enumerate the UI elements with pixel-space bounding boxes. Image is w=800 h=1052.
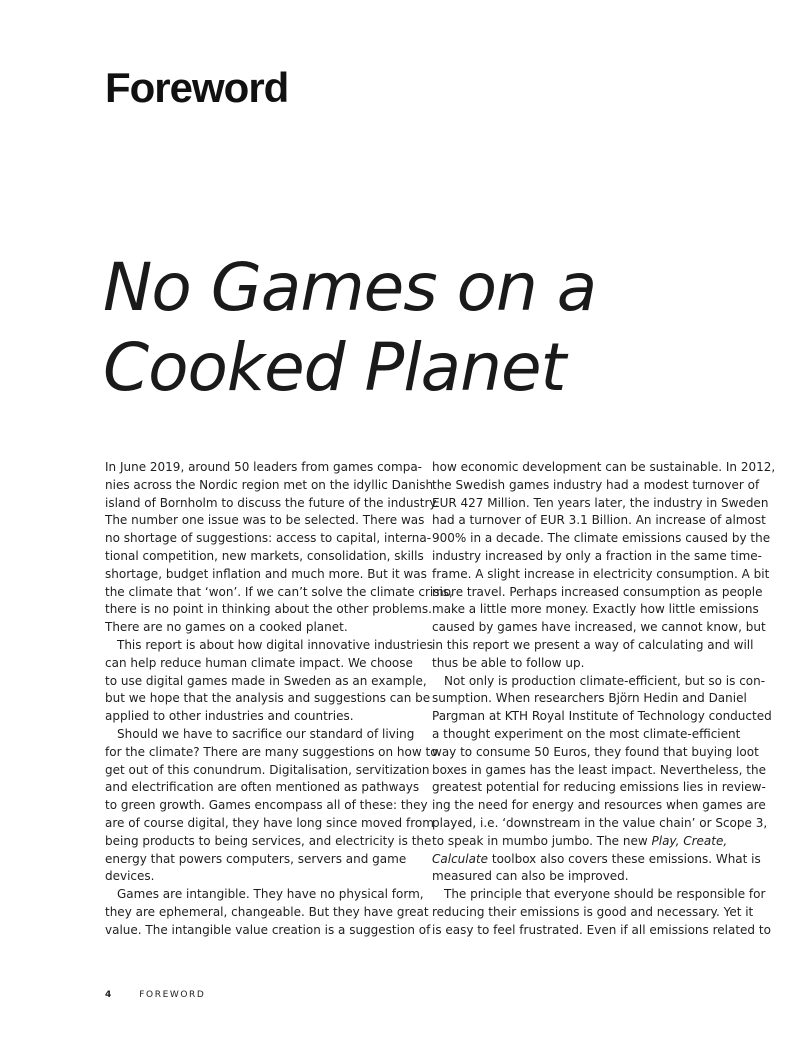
text-line: Pargman at KTH Royal Institute of Technology conducted	[432, 709, 772, 724]
toolbox-name-italic: Play, Create,	[651, 833, 728, 848]
text-line: caused by games have increased, we cannot know, but	[432, 620, 766, 635]
text-line: Should we have to sacrifice our standard of living	[117, 726, 415, 741]
body-columns	[105, 459, 776, 940]
text-line: and electrification are often mentioned as pathways	[105, 780, 420, 795]
text-line: more travel. Perhaps increased consumption as people	[432, 584, 763, 599]
text-line: greatest potential for reducing emissions lies in review-	[432, 780, 766, 795]
title-line: No Games on a	[103, 249, 597, 326]
text-line: can help reduce human climate impact. We choose	[105, 655, 413, 670]
text-line: applied to other industries and countries.	[105, 709, 354, 724]
text-line: tional competition, new markets, consolidation, skills	[105, 548, 424, 563]
text-line: industry increased by only a fraction in the same time-	[432, 548, 762, 563]
running-section-label: FOREWORD	[139, 990, 206, 1000]
text-line: frame. A slight increase in electricity consumption. A bit	[432, 566, 770, 581]
text-line: thus be able to follow up.	[432, 655, 585, 670]
column-left	[105, 459, 453, 940]
text-line: played, i.e. ‘downstream in the value chain’ or Scope 3,	[432, 815, 768, 830]
text-segment: to speak in mumbo jumbo. The new	[432, 833, 652, 848]
text-line: there is no point in thinking about the other problems.	[105, 602, 432, 617]
text-line: island of Bornholm to discuss the future of the industry.	[105, 495, 439, 510]
text-line: is easy to feel frustrated. Even if all emissions related to	[432, 922, 771, 937]
text-line: the climate that ‘won’. If we can’t solve the climate crisis,	[105, 584, 453, 599]
text-line: The number one issue was to be selected. There was	[105, 513, 425, 528]
text-line: EUR 427 Million. Ten years later, the industry in Sweden	[432, 495, 769, 510]
text-line: sumption. When researchers Björn Hedin and Daniel	[432, 691, 747, 706]
text-line: make a little more money. Exactly how little emissions	[432, 602, 759, 617]
text-line: way to consume 50 Euros, they found that buying loot	[432, 744, 759, 759]
text-line: to green growth. Games encompass all of these: they	[105, 798, 428, 813]
text-line: The principle that everyone should be responsible for	[444, 887, 766, 902]
text-line: shortage, budget inflation and much more. But it was	[105, 566, 427, 581]
text-line: There are no games on a cooked planet.	[105, 620, 348, 635]
toolbox-name-italic: Calculate	[432, 851, 489, 866]
text-line: get out of this conundrum. Digitalisation, servitization	[105, 762, 430, 777]
page-number: 4	[105, 990, 112, 1000]
text-line: nies across the Nordic region met on the idyllic Danish	[105, 477, 434, 492]
text-line: are of course digital, they have long since moved from	[105, 815, 434, 830]
text-line: ing the need for energy and resources when games are	[432, 798, 766, 813]
text-segment: toolbox also covers these emissions. What is	[488, 851, 761, 866]
text-line: how economic development can be sustainable. In 2012,	[432, 460, 776, 474]
text-line: they are ephemeral, changeable. But they have great	[105, 904, 429, 919]
text-line: devices.	[105, 869, 155, 884]
text-line: the Swedish games industry had a modest turnover of	[432, 477, 760, 492]
text-line: energy that powers computers, servers and game	[105, 851, 407, 866]
text-line	[432, 833, 737, 851]
text-line: value. The intangible value creation is a suggestion of	[105, 922, 431, 937]
text-line: being products to being services, and electricity is the	[105, 833, 432, 848]
text-line: in this report we present a way of calculating and will	[432, 637, 754, 652]
title-line: Cooked Planet	[103, 329, 566, 406]
text-line: This report is about how digital innovative industries	[117, 637, 434, 652]
text-line: reducing their emissions is good and necessary. Yet it	[432, 904, 754, 919]
text-line: no shortage of suggestions: access to capital, interna-	[105, 531, 432, 546]
text-line	[432, 851, 761, 869]
text-line: a thought experiment on the most climate-efficient	[432, 726, 741, 741]
column-right	[432, 459, 776, 940]
text-line: Games are intangible. They have no physical form,	[117, 887, 424, 902]
text-line: to use digital games made in Sweden as an example,	[105, 673, 427, 688]
text-line: for the climate? There are many suggestions on how to	[105, 744, 438, 759]
article-title	[103, 248, 723, 408]
text-line: had a turnover of EUR 3.1 Billion. An increase of almost	[432, 513, 766, 528]
text-line: boxes in games has the least impact. Nevertheless, the	[432, 762, 766, 777]
text-line: In June 2019, around 50 leaders from games compa-	[105, 460, 423, 474]
page-footer	[105, 990, 205, 1000]
text-line: Not only is production climate-efficient, but so is con-	[444, 673, 766, 688]
text-line: 900% in a decade. The climate emissions caused by the	[432, 531, 771, 546]
text-line: measured can also be improved.	[432, 869, 629, 884]
text-line: but we hope that the analysis and suggestions can be	[105, 691, 431, 706]
section-heading: Foreword	[105, 64, 289, 111]
